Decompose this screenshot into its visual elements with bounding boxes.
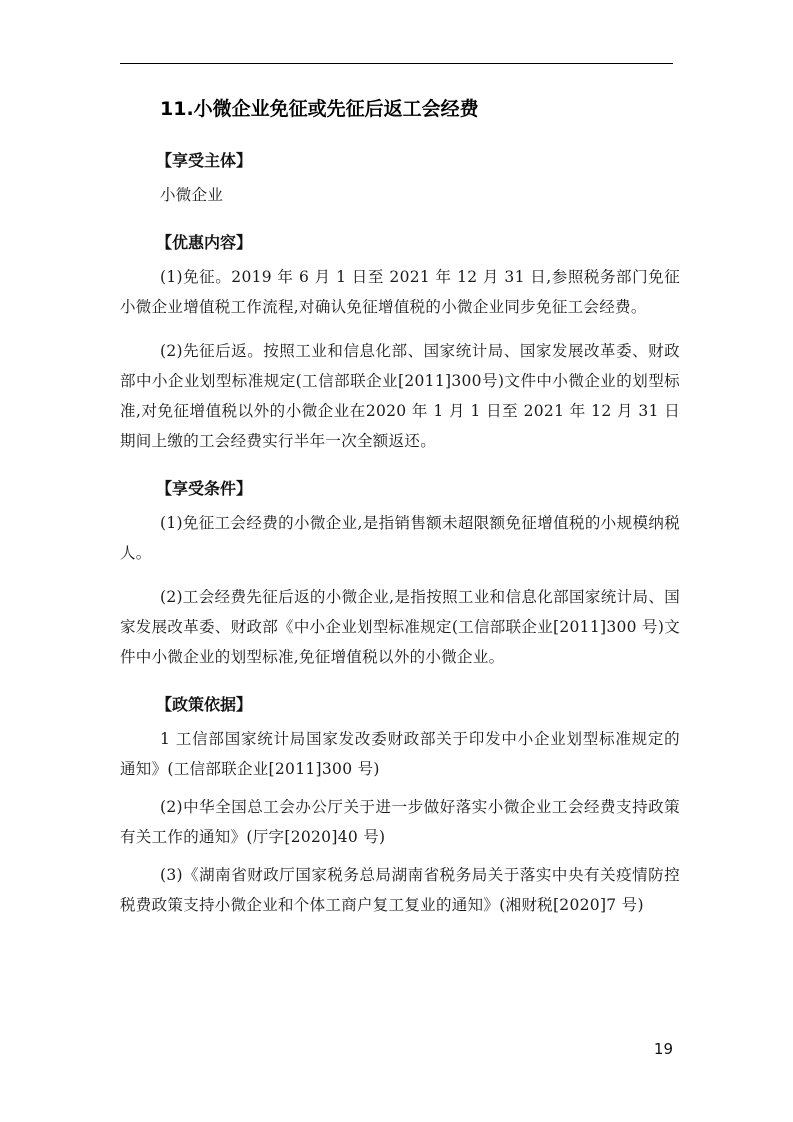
paragraph-conditions-1: (1)免征工会经费的小微企业,是指销售额未超限额免征增值税的小规模纳税人。: [120, 514, 680, 562]
paragraph-basis-1: 1 工信部国家统计局国家发改委财政部关于印发中小企业划型标准规定的通知》(工信部联企业[2011]300 号): [120, 730, 680, 778]
page-title: 11.小微企业免征或先征后返工会经费: [160, 98, 479, 120]
document-body: [120, 90, 680, 928]
paragraph-content-1: (1)免征。2019 年 6 月 1 日至 2021 年 12 月 31 日,参照税务部门免征小微企业增值税工作流程,对确认免征增值税的小微企业同步免征工会经费。: [120, 268, 680, 316]
header-rule: [120, 63, 673, 64]
paragraph-basis-3: (3)《湖南省财政厅国家税务总局湖南省税务局关于落实中央有关疫情防控税费政策支持小微企业和个体工商户复工复业的通知》(湘财税[2020]7 号): [120, 866, 680, 914]
paragraph-conditions-2: (2)工会经费先征后返的小微企业,是指按照工业和信息化部国家统计局、国家发展改革委、财政部《中小企业划型标准规定(工信部联企业[2011]300 号)文件中小微企业的划型标准,免征增值税以外的小微企业。: [120, 588, 680, 666]
section-heading-content: 【优惠内容】: [156, 233, 253, 252]
paragraph-content-2: (2)先征后返。按照工业和信息化部、国家统计局、国家发展改革委、财政部中小企业划型标准规定(工信部联企业[2011]300号)文件中小微企业的划型标准,对免征增值税以外的小微企业在2020 年 1 月 1 日至 2021 年 12 月 31 日期间上缴的工会经费实行半年一次全额返还。: [120, 342, 680, 450]
section-heading-basis: 【政策依据】: [156, 695, 253, 714]
paragraph-basis-2: (2)中华全国总工会办公厅关于进一步做好落实小微企业工会经费支持政策有关工作的通知》(厅字[2020]40 号): [120, 798, 680, 846]
section-heading-subject: 【享受主体】: [156, 151, 253, 170]
page-number: 19: [653, 1040, 673, 1058]
section-heading-conditions: 【享受条件】: [156, 479, 253, 498]
paragraph-subject: 小微企业: [160, 186, 224, 204]
